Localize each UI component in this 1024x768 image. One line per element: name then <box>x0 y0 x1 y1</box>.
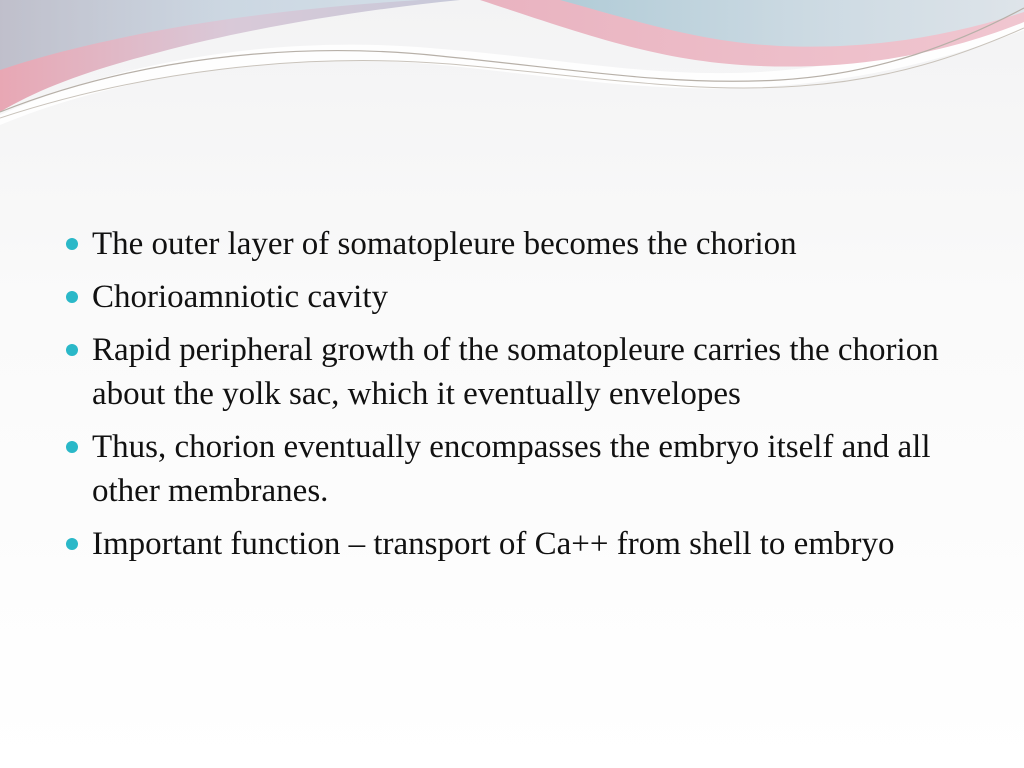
bullet-item <box>62 328 962 416</box>
bullet-text: The outer layer of somatopleure becomes the chorion <box>92 226 797 262</box>
bullet-item <box>62 425 962 513</box>
bullet-text: Thus, chorion eventually encompasses the embryo itself and all other membranes. <box>92 429 931 509</box>
bullet-dot-icon <box>66 291 78 303</box>
bullet-item <box>62 275 962 319</box>
bullet-item <box>62 222 962 266</box>
bullet-text: Rapid peripheral growth of the somatopleure carries the chorion about the yolk sac, which it eventually envelopes <box>92 332 939 412</box>
bullet-item <box>62 522 962 566</box>
bullet-text: Important function – transport of Ca++ from shell to embryo <box>92 526 895 562</box>
bullet-text: Chorioamniotic cavity <box>92 279 389 315</box>
header-wave-decoration <box>0 0 1024 130</box>
bullet-dot-icon <box>66 538 78 550</box>
bullet-dot-icon <box>66 238 78 250</box>
slide-body <box>62 222 962 575</box>
bullet-list <box>62 222 962 566</box>
bullet-dot-icon <box>66 344 78 356</box>
bullet-dot-icon <box>66 441 78 453</box>
